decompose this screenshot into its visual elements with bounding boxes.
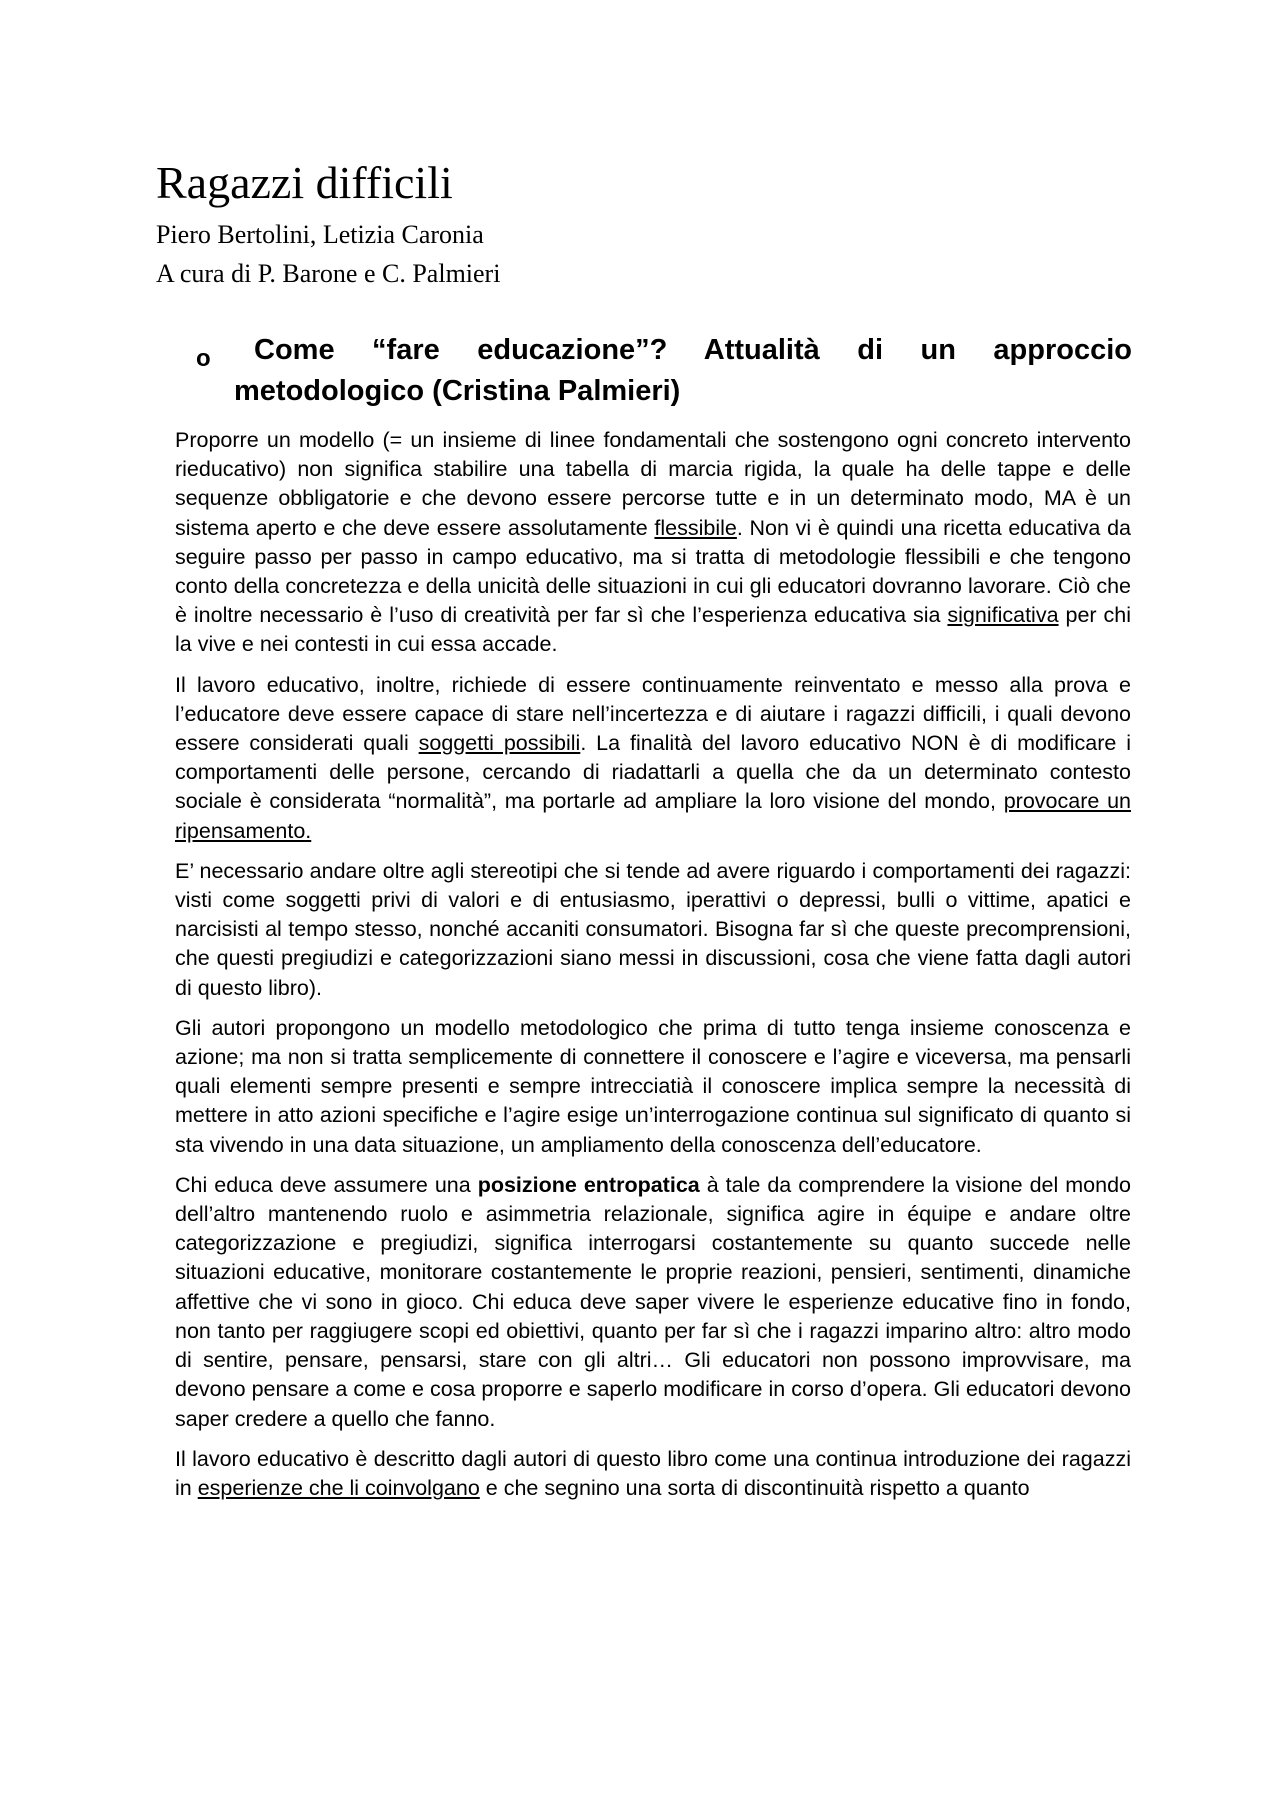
paragraph-2 [175,671,1131,846]
section-heading: Come “fare educazione”? Attualità di un approccio metodologico (Cristina Palmieri) [234,334,1132,407]
paragraph-2-text-a: Il lavoro educativo, inoltre, richiede di essere continuamente reinventato e messo alla prova e l’educatore deve essere capace di stare nell’incertezza e di aiutare i ragazzi difficili, i quali devono essere considerati quali [175,672,1131,756]
bullet-marker: o [196,345,211,372]
bold-term-posizione-entropatica: posizione entropatica [477,1172,700,1197]
document-editors: A cura di P. Barone e C. Palmieri [156,259,501,288]
paragraph-1-text-a: Proporre un modello (= un insieme di linee fondamentali che sostengono ogni concreto intervento rieducativo) non significa stabilire una tabella di marcia rigida, la quale ha delle tappe e delle sequenze obbligatorie e che devono essere percorse tutte e in un determinato modo, MA è un sistema aperto e che deve essere assolutamente [175,428,1131,540]
document-body [175,426,1131,1514]
paragraph-5-text-a: Chi educa deve assumere una [175,1172,478,1197]
paragraph-5 [175,1171,1131,1434]
document-authors: Piero Bertolini, Letizia Caronia [156,220,484,249]
paragraph-1-text-c: per chi la vive e nei contesti in cui essa accade. [175,603,1131,657]
paragraph-4: Gli autori propongono un modello metodologico che prima di tutto tenga insieme conoscenza e azione; ma non si tratta semplicemente di connettere il conoscere e l’agire e viceversa, ma pensarli quali elementi sempre presenti e sempre intrecciatià il conoscere implica sempre la necessità di mettere in atto azioni specifiche e l’agire esige un’interrogazione continua sul significato di quanto si sta vivendo in una data situazione, un ampliamento della conoscenza dell’educatore. [175,1015,1131,1157]
paragraph-2-text-b: . La finalità del lavoro educativo NON è di modificare i comportamenti delle persone, cercando di riadattarli a quella che da un determinato contesto sociale è considerata “normalità”, ma portarle ad ampliare la loro visione del mondo, [175,731,1131,814]
underlined-term-flessibile: flessibile [654,515,737,540]
underlined-term-soggetti-possibili: soggetti possibili [418,731,581,756]
underlined-term-esperienze: esperienze che li coinvolgano [197,1475,480,1500]
paragraph-3: E’ necessario andare oltre agli stereotipi che si tende ad avere riguardo i comportamenti dei ragazzi: visti come soggetti privi di valori e di entusiasmo, iperattivi o depressi, bulli o vittime, apatici e narcisisti al tempo stesso, nonché accaniti consumatori. Bisogna far sì che queste precomprensioni, che questi pregiudizi e categorizzazioni siano messi in discussioni, cosa che viene fatta dagli autori di questo libro). [175,858,1131,1000]
paragraph-1 [175,426,1131,660]
paragraph-1-text-b: . Non vi è quindi una ricetta educativa da seguire passo per passo in campo educativo, ma si tratta di metodologie flessibili e che tengono conto della concretezza e della unicità delle situazioni in cui gli educatori dovranno lavorare. Ciò che è inoltre necessario è l’uso di creatività per far sì che l’esperienza educativa sia [175,515,1131,628]
paragraph-5-text-b: à tale da comprendere la visione del mondo dell’altro mantenendo ruolo e asimmetria relazionale, significa agire in équipe e andare oltre categorizzazione e pregiudizi, significa interrogarsi costantemente su quanto succede nelle situazioni educative, monitorare costantemente le proprie reazioni, pensieri, sentimenti, dinamiche affettive che vi sono in gioco. Chi educa deve saper vivere le esperienze educative fino in fondo, non tanto per raggiugere scopi ed obiettivi, quanto per far sì che i ragazzi imparino altro: altro modo di sentire, pensare, pensarsi, stare con gli altri… Gli educatori non possono improvvisare, ma devono pensare a come e cosa proporre e saperlo modificare in corso d’opera. Gli educatori devono saper credere a quello che fanno. [175,1172,1131,1431]
underlined-term-provocare-ripensamento: provocare un ripensamento. [175,789,1132,843]
paragraph-6-text-b: e che segnino una sorta di discontinuità rispetto a quanto [479,1475,1030,1500]
document-title: Ragazzi difficili [156,157,453,208]
paragraph-6-text-a: Il lavoro educativo è descritto dagli autori di questo libro come una continua introduzione dei ragazzi in [175,1446,1131,1500]
paragraph-6 [175,1445,1131,1503]
underlined-term-significativa: significativa [947,603,1059,628]
